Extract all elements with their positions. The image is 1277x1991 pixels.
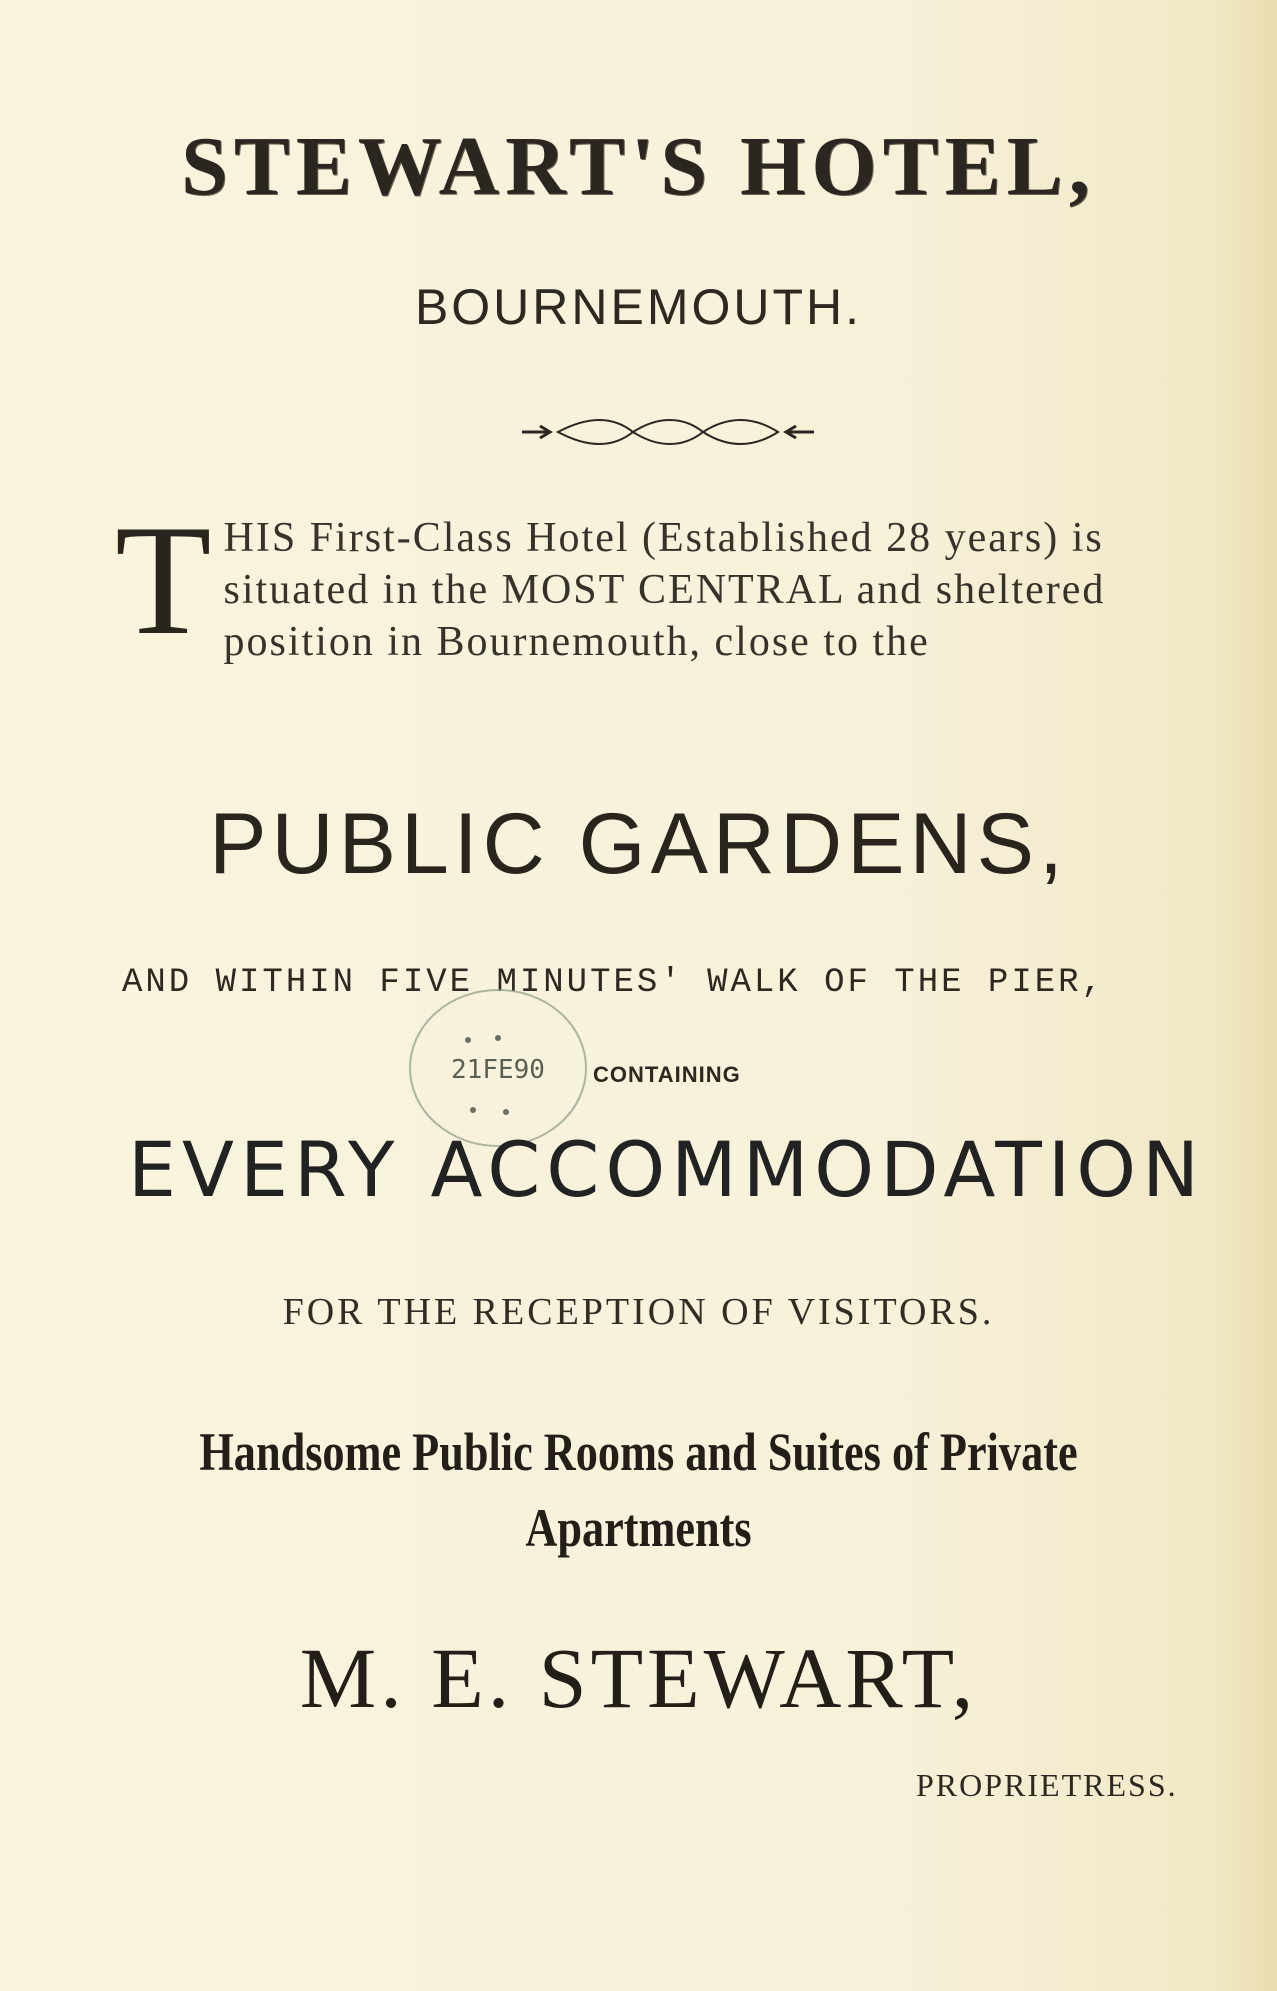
every-accommodation-headline: EVERY ACCOMMODATION [128,1125,1205,1214]
hotel-title: STEWART'S HOTEL, [181,120,1096,213]
intro-paragraph [115,493,1225,668]
stamp-date: 21FE90 [451,1055,545,1085]
reception-line: FOR THE RECEPTION OF VISITORS. [282,1291,995,1333]
rooms-line-2: Apartments [525,1498,752,1558]
ornament-divider-icon [518,412,818,452]
rooms-line-1: Handsome Public Rooms and Suites of Private [199,1422,1078,1482]
within-walk-line: AND WITHIN FIVE MINUTES' WALK OF THE PIER, [122,964,1105,1002]
public-gardens-headline: PUBLIC GARDENS, [209,796,1068,892]
proprietor-title: PROPRIETRESS. [916,1767,1178,1803]
drop-cap: T [115,493,214,668]
containing-label: CONTAINING [593,1062,741,1087]
rooms-description [115,1414,1162,1566]
proprietor-name: M. E. STEWART, [299,1630,978,1726]
intro-text: HIS First-Class Hotel (Established 28 years) is situated in the MOST CENTRAL and sheltered position in Bournemouth, close to the [223,515,1106,665]
hotel-location: BOURNEMOUTH. [414,279,863,335]
